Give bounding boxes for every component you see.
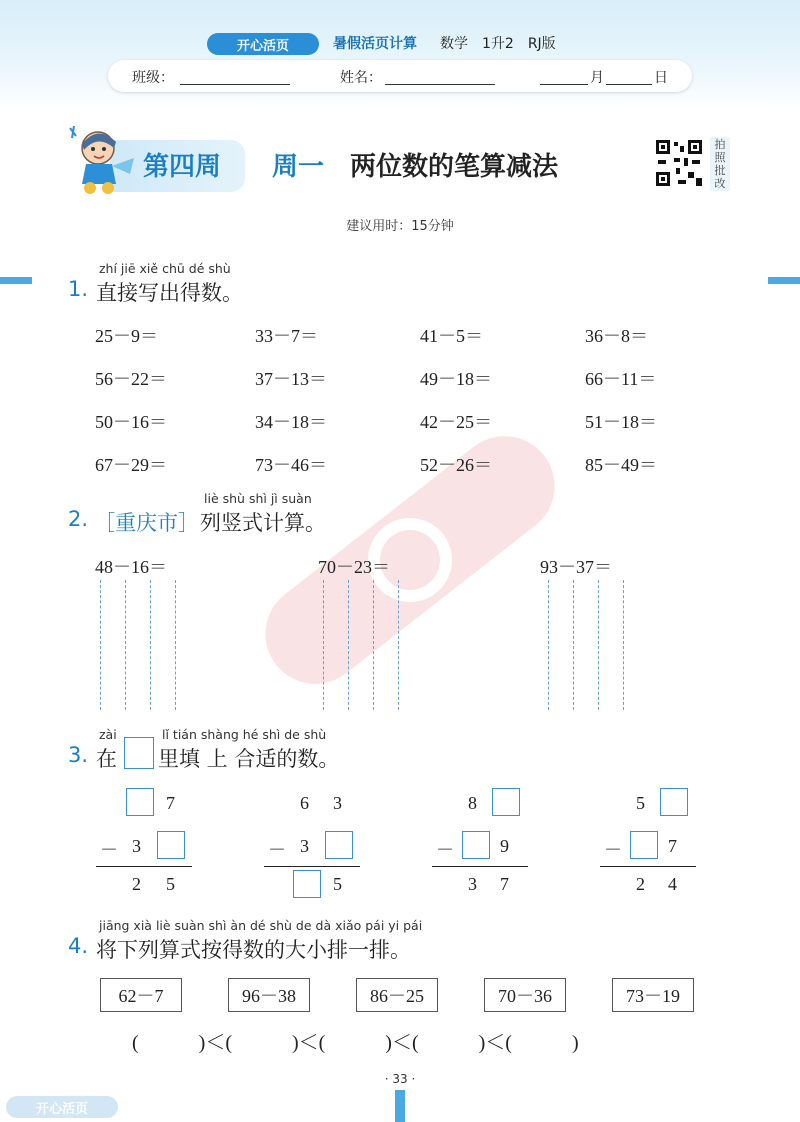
q1-item: 52－26＝	[420, 455, 492, 475]
work-guide-line	[398, 580, 399, 710]
expression-card: 96－38	[228, 978, 310, 1012]
q4-pinyin: jiāng xià liè suàn shì àn dé shù de dà xiǎo pái yi pái	[99, 918, 423, 933]
answer-box[interactable]	[126, 788, 154, 816]
digit: 9	[500, 836, 509, 856]
q1-item: 73－46＝	[255, 455, 327, 475]
work-guide-line	[175, 580, 176, 710]
q1-item: 51－18＝	[585, 412, 657, 432]
work-guide-line	[323, 580, 324, 710]
qr-code-icon[interactable]	[654, 138, 704, 188]
work-guide-line	[598, 580, 599, 710]
month-label: 月	[590, 70, 604, 86]
footer-logo: 开心活页	[6, 1096, 118, 1118]
q1-item: 34－18＝	[255, 412, 327, 432]
expression-card: 62－7	[100, 978, 182, 1012]
q2-pinyin: liè shù shì jì suàn	[204, 491, 312, 506]
series-title: 暑假活页计算	[333, 36, 417, 52]
digit: 5	[636, 793, 645, 813]
digit: 4	[668, 874, 677, 894]
q1-item: 49－18＝	[420, 369, 492, 389]
q3-number: 3.	[68, 743, 89, 767]
q2-item: 70－23＝	[318, 557, 390, 577]
digit: 3	[132, 836, 141, 856]
side-marker-left	[0, 277, 32, 284]
work-guide-line	[125, 580, 126, 710]
answer-box[interactable]	[157, 831, 185, 859]
q1-item: 56－22＝	[95, 369, 167, 389]
q1-item: 36－8＝	[585, 326, 648, 346]
digit: 2	[132, 874, 141, 894]
minus-sign: －	[436, 840, 454, 860]
digit: 7	[166, 793, 175, 813]
work-guide-line	[100, 580, 101, 710]
page-tab	[395, 1090, 405, 1122]
side-marker-right	[768, 277, 800, 284]
q3-example-box	[124, 737, 154, 769]
digit: 8	[468, 793, 477, 813]
q2-item: 93－37＝	[540, 557, 612, 577]
digit: 7	[668, 836, 677, 856]
q3-instruction-a: 在	[96, 747, 117, 771]
page-number: · 33 ·	[384, 1072, 416, 1086]
ordering-answer-line[interactable]: ( )＜( )＜( )＜( )＜( )	[132, 1032, 579, 1054]
q1-item: 85－49＝	[585, 455, 657, 475]
digit: 7	[500, 874, 509, 894]
day-label: 日	[654, 70, 668, 86]
day-field[interactable]	[606, 68, 652, 85]
lesson-title: 两位数的笔算减法	[350, 152, 559, 182]
answer-box[interactable]	[492, 788, 520, 816]
expression-card: 73－19	[612, 978, 694, 1012]
day-label-title: 周一	[272, 152, 325, 182]
q3-pinyin-a: zài	[99, 727, 117, 742]
q2-number: 2.	[68, 507, 89, 531]
digit: 3	[333, 793, 342, 813]
week-label: 第四周	[143, 152, 222, 182]
digit: 5	[333, 874, 342, 894]
minus-sign: －	[100, 840, 118, 860]
q4-instruction: 将下列算式按得数的大小排一排。	[96, 938, 411, 962]
class-label: 班级：	[132, 70, 174, 86]
name-label: 姓名：	[340, 70, 382, 86]
q1-item: 50－16＝	[95, 412, 167, 432]
mascot-icon	[60, 118, 140, 198]
q2-instruction: 列竖式计算。	[200, 511, 326, 535]
subject-grade: 数学 1升2 RJ版	[440, 36, 556, 52]
header-band	[0, 0, 800, 110]
q1-item: 41－5＝	[420, 326, 483, 346]
work-guide-line	[373, 580, 374, 710]
sum-line	[432, 866, 528, 867]
minus-sign: －	[268, 840, 286, 860]
q1-number: 1.	[68, 277, 89, 301]
sum-line	[264, 866, 360, 867]
digit: 3	[300, 836, 309, 856]
q2-region-tag: ［重庆市］	[94, 511, 199, 535]
minus-sign: －	[604, 840, 622, 860]
work-guide-line	[348, 580, 349, 710]
work-guide-line	[573, 580, 574, 710]
sum-line	[600, 866, 696, 867]
month-field[interactable]	[540, 68, 588, 85]
answer-box[interactable]	[660, 788, 688, 816]
answer-box[interactable]	[630, 831, 658, 859]
digit: 5	[166, 874, 175, 894]
q1-item: 66－11＝	[585, 369, 657, 389]
answer-box[interactable]	[462, 831, 490, 859]
q1-item: 37－13＝	[255, 369, 327, 389]
q4-number: 4.	[68, 934, 89, 958]
watermark-logo-icon	[230, 380, 590, 740]
answer-box[interactable]	[293, 870, 321, 898]
digit: 6	[300, 793, 309, 813]
work-guide-line	[623, 580, 624, 710]
digit: 3	[468, 874, 477, 894]
q1-item: 67－29＝	[95, 455, 167, 475]
expression-card: 86－25	[356, 978, 438, 1012]
q1-item: 33－7＝	[255, 326, 318, 346]
class-field[interactable]	[180, 68, 290, 85]
brand-logo: 开心活页	[207, 33, 319, 55]
expression-card: 70－36	[484, 978, 566, 1012]
digit: 2	[636, 874, 645, 894]
q1-pinyin: zhí jiē xiě chū dé shù	[99, 261, 231, 276]
q1-item: 25－9＝	[95, 326, 158, 346]
q1-instruction: 直接写出得数。	[96, 281, 243, 305]
time-hint: 建议用时：15分钟	[346, 219, 454, 234]
q3-pinyin-b: lǐ tián shàng hé shì de shù	[162, 727, 327, 742]
work-guide-line	[548, 580, 549, 710]
name-field[interactable]	[385, 68, 495, 85]
q2-item: 48－16＝	[95, 557, 167, 577]
answer-box[interactable]	[325, 831, 353, 859]
qr-label: 拍照批改	[710, 137, 730, 191]
sum-line	[96, 866, 192, 867]
q1-item: 42－25＝	[420, 412, 492, 432]
q3-instruction-b: 里填 上 合适的数。	[158, 747, 340, 771]
work-guide-line	[150, 580, 151, 710]
